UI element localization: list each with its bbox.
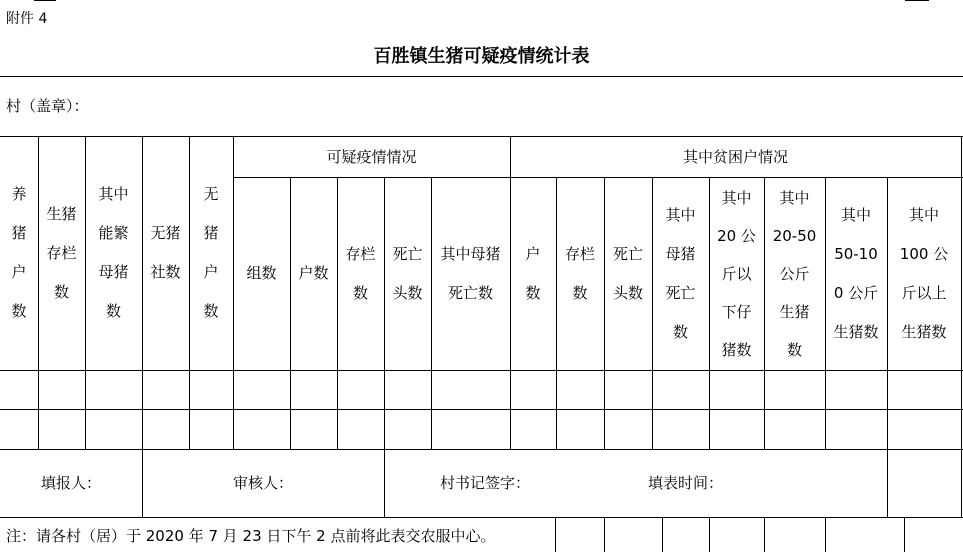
filler-label: 填报人： bbox=[40, 474, 101, 492]
col-header-pigs-over-100kg: 其中 100 公 斤以上 生猪数 bbox=[899, 205, 949, 341]
fill-time-label: 填表时间： bbox=[648, 474, 724, 492]
page-title: 百胜镇生猪可疑疫情统计表 bbox=[373, 46, 590, 67]
group-header-suspected: 可疑疫情情况 bbox=[326, 147, 417, 166]
reviewer-label: 审核人： bbox=[232, 474, 293, 492]
col-header-groups: 组数 bbox=[246, 264, 277, 282]
top-left-rule bbox=[34, 0, 56, 1]
col-header-households: 户数 bbox=[298, 264, 329, 282]
col-header-poor-households-count: 户 数 bbox=[525, 244, 541, 302]
col-header-piglets-under-20kg: 其中 20 公 斤以 下仔 猪数 bbox=[717, 188, 756, 359]
col-header-stock: 存栏 数 bbox=[345, 244, 376, 302]
col-header-poor-sow-deaths: 其中 母猪 死亡 数 bbox=[665, 205, 696, 341]
col-header-poor-stock: 存栏 数 bbox=[564, 244, 595, 302]
col-header-poor-deaths: 死亡 头数 bbox=[612, 244, 643, 302]
col-header-pigs-50-100kg: 其中 50-10 0 公斤 生猪数 bbox=[833, 205, 879, 341]
col-header-pig-stock: 生猪 存栏 数 bbox=[46, 204, 77, 301]
title-underline bbox=[0, 76, 963, 77]
col-header-pigless-communities: 无猪 社数 bbox=[150, 224, 181, 281]
group-header-poor-households: 其中贫困户情况 bbox=[682, 147, 788, 166]
village-stamp-label: 村（盖章）： bbox=[6, 97, 89, 115]
col-header-pigs-20-50kg: 其中 20-50 公斤 生猪 数 bbox=[772, 188, 817, 359]
table-row bbox=[0, 409, 963, 449]
col-header-breeding-sows: 其中 能繁 母猪 数 bbox=[98, 185, 129, 320]
col-header-pig-households: 养 猪 户 数 bbox=[11, 185, 27, 320]
col-header-deaths: 死亡 头数 bbox=[392, 244, 423, 302]
table-row bbox=[0, 370, 963, 409]
col-header-pigless-households: 无 猪 户 数 bbox=[203, 185, 219, 320]
top-right-rule bbox=[905, 0, 929, 1]
secretary-signature-label: 村书记签字： bbox=[440, 474, 531, 492]
deadline-note: 注：请各村（居）于 2020 年 7 月 23 日下午 2 点前将此表交农服中心。 bbox=[6, 527, 496, 545]
col-header-sow-deaths: 其中母猪 死亡数 bbox=[440, 244, 501, 302]
attachment-label: 附件 4 bbox=[6, 11, 48, 27]
